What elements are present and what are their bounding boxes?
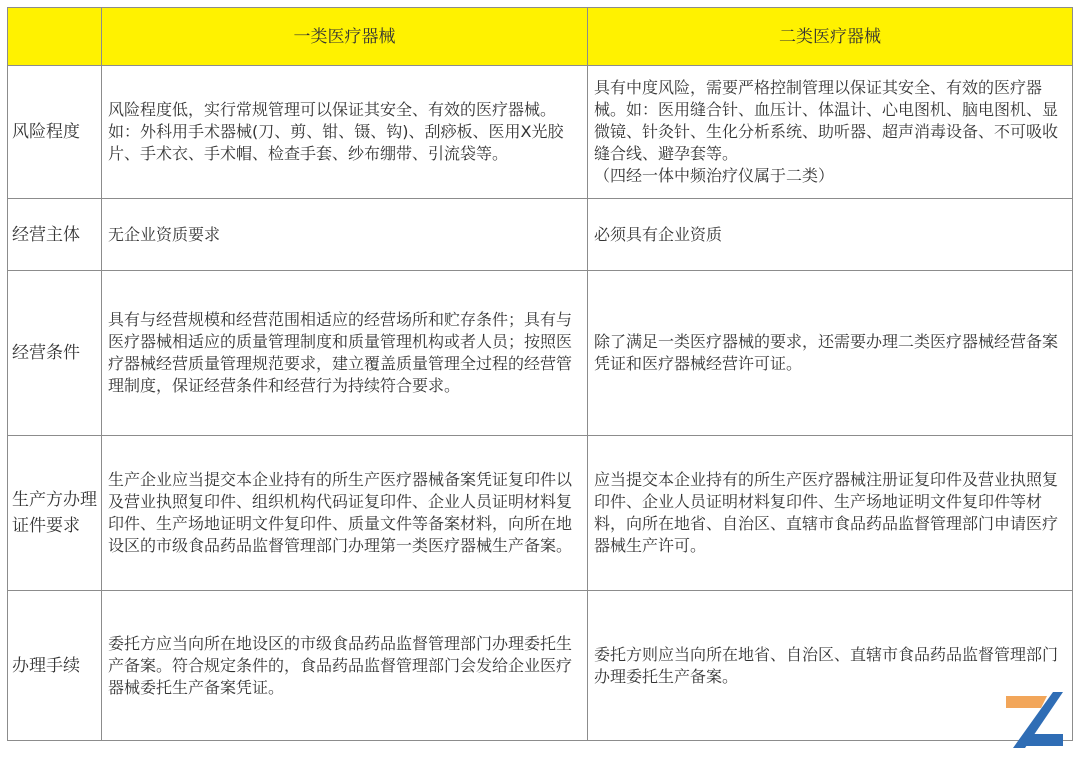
row-label: 办理手续 bbox=[8, 591, 102, 741]
header-row bbox=[8, 8, 1073, 66]
row-label: 风险程度 bbox=[8, 66, 102, 199]
class2-note: （四经一体中频治疗仪属于二类） bbox=[594, 166, 835, 185]
row-label: 生产方办理证件要求 bbox=[8, 436, 102, 591]
header-corner-cell bbox=[8, 8, 102, 66]
class2-text: 具有中度风险，需要严格控制管理以保证其安全、有效的医疗器械。如：医用缝合针、血压计、体温计、心电图机、脑电图机、显微镜、针灸针、生化分析系统、助听器、超声消毒设备、不可吸收缝合线、避孕套等。 bbox=[594, 78, 1059, 163]
class1-cell: 生产企业应当提交本企业持有的所生产医疗器械备案凭证复印件以及营业执照复印件、组织机构代码证复印件、企业人员证明材料复印件、生产场地证明文件复印件、质量文件等备案材料，向所在地设区的市级食品药品监督管理部门办理第一类医疗器械生产备案。 bbox=[102, 436, 588, 591]
row-label: 经营主体 bbox=[8, 199, 102, 271]
row-producer-documents bbox=[8, 436, 1073, 591]
class2-cell bbox=[588, 66, 1073, 199]
z-logo-icon bbox=[1003, 688, 1063, 748]
class1-cell: 委托方应当向所在地设区的市级食品药品监督管理部门办理委托生产备案。符合规定条件的，食品药品监督管理部门会发给企业医疗器械委托生产备案凭证。 bbox=[102, 591, 588, 741]
comparison-table bbox=[7, 7, 1073, 741]
header-class1: 一类医疗器械 bbox=[102, 8, 588, 66]
row-procedures bbox=[8, 591, 1073, 741]
class2-cell: 委托方则应当向所在地省、自治区、直辖市食品药品监督管理部门办理委托生产备案。 bbox=[588, 591, 1073, 741]
class2-cell: 除了满足一类医疗器械的要求，还需要办理二类医疗器械经营备案凭证和医疗器械经营许可证。 bbox=[588, 271, 1073, 436]
class1-cell: 具有与经营规模和经营范围相适应的经营场所和贮存条件；具有与医疗器械相适应的质量管理制度和质量管理机构或者人员；按照医疗器械经营质量管理规范要求，建立覆盖质量管理全过程的经营管理制度，保证经营条件和经营行为持续符合要求。 bbox=[102, 271, 588, 436]
class2-cell: 应当提交本企业持有的所生产医疗器械注册证复印件及营业执照复印件、企业人员证明材料复印件、生产场地证明文件复印件等材料，向所在地省、自治区、直辖市食品药品监督管理部门申请医疗器械生产许可。 bbox=[588, 436, 1073, 591]
row-operating-conditions bbox=[8, 271, 1073, 436]
logo-top-bar bbox=[1006, 696, 1047, 708]
logo-bottom-bar bbox=[1023, 734, 1063, 746]
row-operating-entity bbox=[8, 199, 1073, 271]
row-risk-level bbox=[8, 66, 1073, 199]
header-class2: 二类医疗器械 bbox=[588, 8, 1073, 66]
row-label: 经营条件 bbox=[8, 271, 102, 436]
class1-cell: 无企业资质要求 bbox=[102, 199, 588, 271]
class2-cell: 必须具有企业资质 bbox=[588, 199, 1073, 271]
class1-cell: 风险程度低，实行常规管理可以保证其安全、有效的医疗器械。如：外科用手术器械(刀、剪、钳、镊、钩)、刮痧板、医用X光胶片、手术衣、手术帽、检查手套、纱布绷带、引流袋等。 bbox=[102, 66, 588, 199]
